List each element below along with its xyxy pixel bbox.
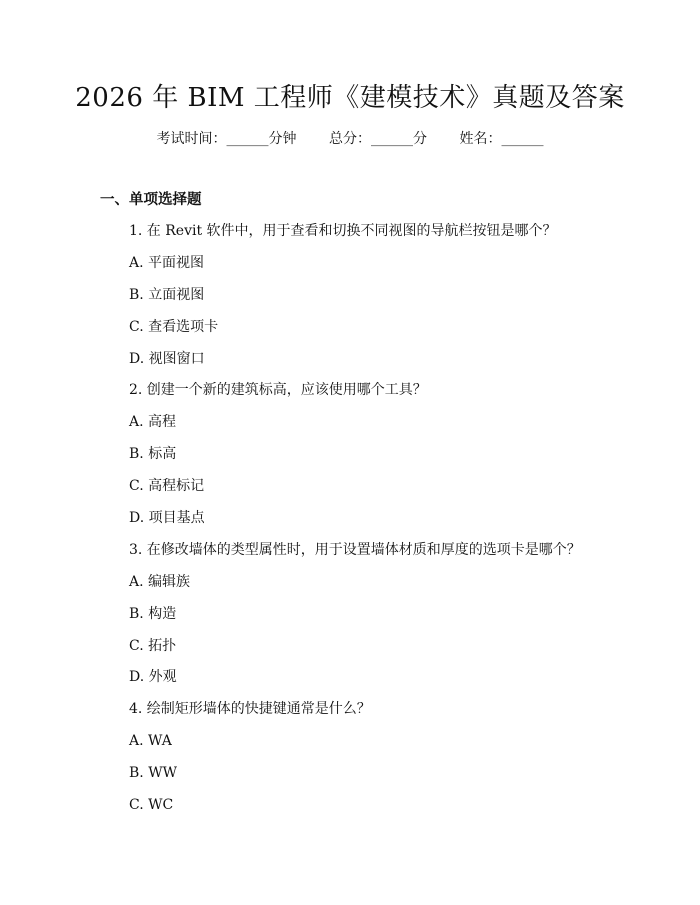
question-list — [129, 220, 609, 826]
exam-time-field: 考试时间：______分钟 — [156, 131, 297, 147]
question-3-option-d: D. 外观 — [129, 669, 177, 686]
question-2-option-c: C. 高程标记 — [129, 478, 205, 495]
total-score-field: 总分：______分 — [329, 131, 427, 147]
question-1-option-b: B. 立面视图 — [129, 286, 205, 303]
question-4-option-b: B. WW — [129, 765, 177, 782]
section-title: 一、单项选择题 — [100, 191, 202, 208]
question-4: 4. 绘制矩形墙体的快捷键通常是什么？ — [129, 701, 371, 718]
question-2-option-d: D. 项目基点 — [129, 510, 205, 527]
question-2: 2. 创建一个新的建筑标高，应该使用哪个工具？ — [129, 382, 427, 399]
question-3-option-b: B. 构造 — [129, 605, 177, 622]
question-1-option-a: A. 平面视图 — [129, 254, 205, 271]
question-1: 1. 在 Revit 软件中，用于查看和切换不同视图的导航栏按钮是哪个？ — [129, 223, 557, 239]
question-3-option-c: C. 拓扑 — [129, 637, 177, 654]
name-field: 姓名：______ — [459, 131, 544, 147]
document-title: 2026 年 BIM 工程师《建模技术》真题及答案 — [75, 83, 625, 113]
question-3: 3. 在修改墙体的类型属性时，用于设置墙体材质和厚度的选项卡是哪个？ — [129, 541, 581, 558]
question-2-option-a: A. 高程 — [129, 414, 177, 431]
question-1-option-c: C. 查看选项卡 — [129, 318, 219, 335]
question-3-option-a: A. 编辑族 — [129, 573, 191, 590]
question-2-option-b: B. 标高 — [129, 446, 177, 463]
question-4-option-a: A. WA — [129, 733, 172, 750]
question-1-option-d: D. 视图窗口 — [129, 350, 205, 367]
exam-info-line — [0, 128, 700, 150]
question-4-option-c: C. WC — [129, 797, 174, 814]
